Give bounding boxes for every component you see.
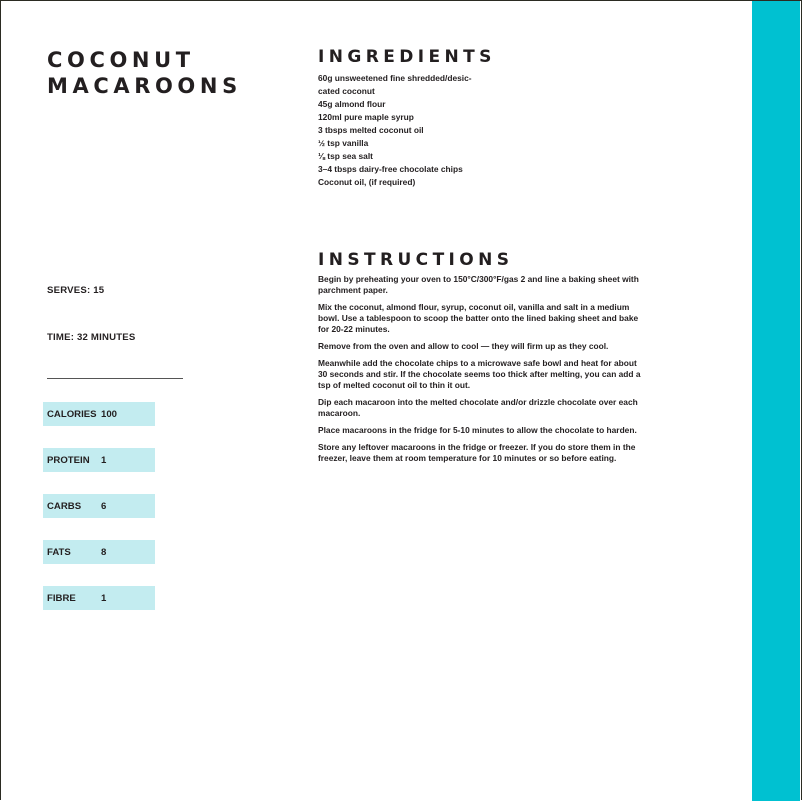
instruction-step: Begin by preheating your oven to 150°C/300°F/gas 2 and line a baking sheet with parchment paper. <box>318 274 639 295</box>
instruction-step: Meanwhile add the chocolate chips to a microwave safe bowl and heat for about 30 seconds and stir. If the chocolate seems too thick after melting, you can add a tsp of melted coconut oil to thin it out. <box>318 358 641 390</box>
nutrition-label: CARBS <box>47 500 82 512</box>
ingredient-item: ⅛ tsp sea salt <box>318 151 373 161</box>
ingredient-item: ½ tsp vanilla <box>318 138 369 148</box>
ingredient-item: Coconut oil, (if required) <box>318 177 416 187</box>
instruction-step: Mix the coconut, almond flour, syrup, coconut oil, vanilla and salt in a medium bowl. Use a tablespoon to scoop the batter onto the lined baking sheet and bake for 20-22 minutes. <box>318 302 639 334</box>
time-info: TIME: 32 MINUTES <box>47 332 136 343</box>
nutrition-panel <box>43 402 155 632</box>
instructions-heading: INSTRUCTIONS <box>318 250 514 270</box>
divider <box>47 378 183 379</box>
nutrition-label: FIBRE <box>47 592 76 604</box>
ingredients-heading: INGREDIENTS <box>318 47 496 67</box>
nutrition-row-calories <box>43 402 155 426</box>
nutrition-row-fibre <box>43 586 155 610</box>
nutrition-row-protein <box>43 448 155 472</box>
instruction-step: Store any leftover macaroons in the fridge or freezer. If you do store them in the freezer, leave them at room temperature for 10 minutes or so before eating. <box>318 442 636 463</box>
nutrition-label: PROTEIN <box>47 454 90 466</box>
recipe-title <box>47 47 242 99</box>
nutrition-label: FATS <box>47 546 71 558</box>
instruction-step: Remove from the oven and allow to cool — they will firm up as they cool. <box>318 341 609 351</box>
ingredients-list <box>318 72 478 189</box>
serves-info: SERVES: 15 <box>47 285 105 296</box>
ingredient-item: 60g unsweetened fine shredded/desic- <box>318 73 472 83</box>
nutrition-value: 6 <box>101 500 107 512</box>
ingredient-item: 3 tbsps melted coconut oil <box>318 125 424 135</box>
accent-stripe <box>752 1 800 801</box>
nutrition-row-fats <box>43 540 155 564</box>
ingredient-item: 45g almond flour <box>318 99 386 109</box>
recipe-title-line: COCONUT <box>47 48 195 72</box>
ingredient-item: 120ml pure maple syrup <box>318 112 414 122</box>
nutrition-value: 1 <box>101 454 107 466</box>
recipe-title-line: MACAROONS <box>47 74 242 98</box>
instruction-step: Dip each macaroon into the melted chocolate and/or drizzle chocolate over each macaroon. <box>318 397 638 418</box>
nutrition-label: CALORIES <box>47 408 97 420</box>
ingredient-item: cated coconut <box>318 86 375 96</box>
nutrition-row-carbs <box>43 494 155 518</box>
instructions-list <box>318 274 643 470</box>
nutrition-value: 1 <box>101 592 107 604</box>
instruction-step: Place macaroons in the fridge for 5-10 minutes to allow the chocolate to harden. <box>318 425 637 435</box>
nutrition-value: 8 <box>101 546 107 558</box>
ingredient-item: 3–4 tbsps dairy-free chocolate chips <box>318 164 463 174</box>
nutrition-value: 100 <box>101 408 118 420</box>
